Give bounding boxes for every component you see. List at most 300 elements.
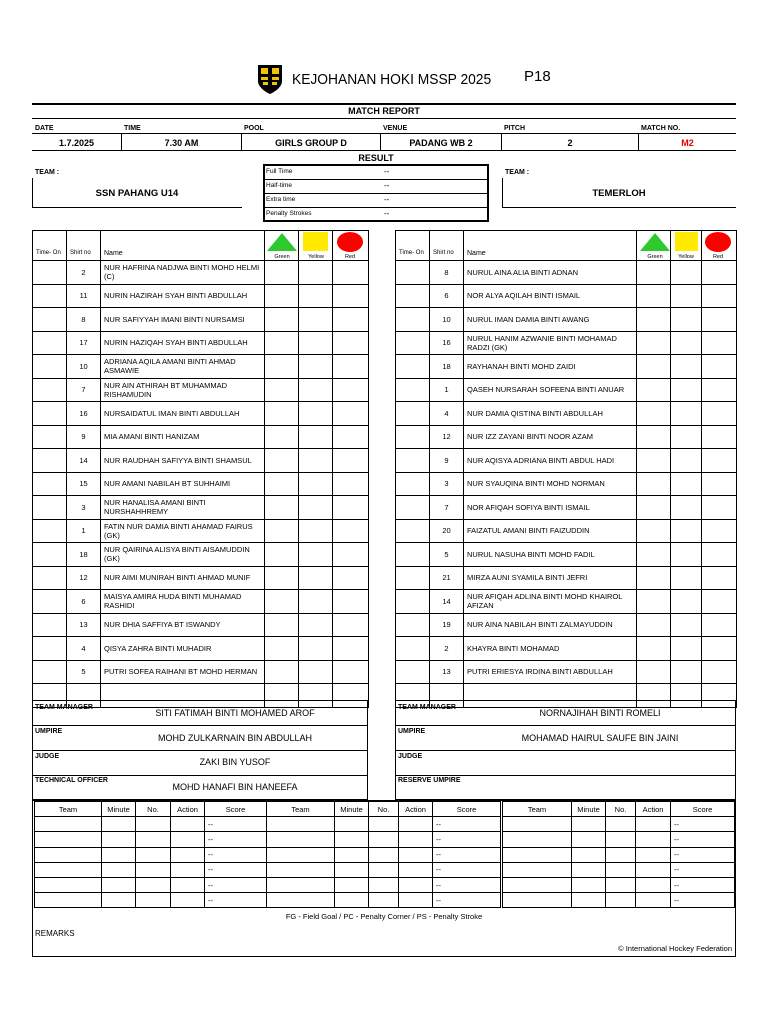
venue-label: VENUE [383, 125, 408, 132]
score-header-cell: Minute [102, 802, 136, 817]
score-entry-cell [572, 817, 606, 832]
shirt-no-cell: 16 [430, 331, 464, 355]
yellow-card-cell [671, 261, 702, 285]
technical-officer-value: MOHD HANAFI BIN HANEEFA [172, 782, 298, 792]
player-row [33, 425, 369, 449]
yellow-label: Yellow [678, 254, 694, 260]
green-card-cell [265, 378, 299, 402]
divider [32, 775, 368, 776]
shirt-no-cell: 3 [67, 496, 101, 520]
name-header: Name [101, 231, 265, 261]
score-row [267, 832, 501, 847]
player-name-cell: QASEH NURSARAH SOFEENA BINTI ANUAR [464, 378, 637, 402]
yellow-card-cell [299, 308, 333, 332]
score-header-row [35, 802, 267, 817]
score-header-cell: No. [136, 802, 171, 817]
time-on-header: Time- On [396, 231, 430, 261]
player-name-cell: QISYA ZAHRA BINTI MUHADIR [101, 637, 265, 661]
score-entry-cell [503, 817, 572, 832]
score-entry-cell [606, 877, 636, 892]
score-row [35, 832, 267, 847]
match-no-value: M2 [681, 138, 694, 148]
player-name-cell: NUR AMANI NABILAH BT SUHHAIMI [101, 472, 265, 496]
player-name-cell: NURUL HANIM AZWANIE BINTI MOHAMAD RADZI (GK) [464, 331, 637, 355]
time-on-cell [396, 637, 430, 661]
score-row [35, 893, 267, 908]
score-header-row [503, 802, 735, 817]
time-on-cell [33, 590, 67, 614]
score-entry-cell [136, 877, 171, 892]
shirt-no-cell: 8 [67, 308, 101, 332]
score-entry-cell [636, 862, 671, 877]
player-row [33, 566, 369, 590]
time-on-cell [33, 519, 67, 543]
yellow-card-cell [299, 261, 333, 285]
umpire-label: UMPIRE [398, 728, 426, 735]
player-name-cell: NURIN HAZIRAH SYAH BINTI ABDULLAH [101, 284, 265, 308]
red-card-cell [333, 613, 369, 637]
score-entry-cell [171, 862, 205, 877]
red-card-cell [702, 613, 737, 637]
yellow-card-cell [299, 543, 333, 567]
score-row [35, 847, 267, 862]
team-manager-label: TEAM MANAGER [35, 704, 93, 711]
yellow-card-cell [671, 449, 702, 473]
player-name-cell: KHAYRA BINTI MOHAMAD [464, 637, 637, 661]
player-name-cell: NURSAIDATUL IMAN BINTI ABDULLAH [101, 402, 265, 426]
green-card-cell [265, 449, 299, 473]
score-entry-cell [136, 862, 171, 877]
yellow-card-cell [299, 449, 333, 473]
yellow-card-cell [299, 496, 333, 520]
score-entry-cell [606, 893, 636, 908]
shirt-no-cell: 4 [430, 402, 464, 426]
divider [32, 750, 368, 751]
yellow-card-cell [299, 637, 333, 661]
yellow-card-cell [299, 284, 333, 308]
score-cell: -- [205, 847, 267, 862]
score-table [34, 801, 267, 908]
green-card-cell [265, 660, 299, 684]
yellow-card-cell [671, 331, 702, 355]
score-cell: -- [433, 847, 501, 862]
shirt-no-cell: 7 [67, 378, 101, 402]
player-row [33, 660, 369, 684]
score-entry-cell [171, 893, 205, 908]
result-label: Penalty Strokes [266, 210, 312, 217]
green-card-cell [637, 425, 671, 449]
red-card-cell [333, 331, 369, 355]
player-row [33, 378, 369, 402]
score-entry-cell [369, 877, 399, 892]
player-row [396, 496, 737, 520]
player-table-left [32, 230, 369, 708]
player-row [33, 543, 369, 567]
red-card-cell [702, 566, 737, 590]
score-entry-cell [136, 817, 171, 832]
score-row [267, 817, 501, 832]
divider [395, 725, 736, 726]
score-entry-cell [503, 847, 572, 862]
umpire-value: MOHAMAD HAIRUL SAUFE BIN JAINI [521, 733, 679, 743]
shirt-no-cell: 2 [67, 261, 101, 285]
score-cell: -- [671, 817, 735, 832]
score-entry-cell [35, 877, 102, 892]
green-card-cell [265, 425, 299, 449]
legend-text: FG - Field Goal / PC - Penalty Corner / PS - Penalty Stroke [285, 912, 483, 921]
yellow-card-cell [671, 660, 702, 684]
time-on-cell [396, 472, 430, 496]
green-card-cell [265, 590, 299, 614]
score-entry-cell [636, 817, 671, 832]
green-card-cell [637, 566, 671, 590]
score-cell: -- [433, 817, 501, 832]
score-entry-cell [267, 832, 335, 847]
player-row [396, 449, 737, 473]
score-cell: -- [433, 893, 501, 908]
time-on-cell [396, 261, 430, 285]
score-entry-cell [335, 877, 369, 892]
shirt-no-cell: 13 [430, 660, 464, 684]
red-card-cell [702, 284, 737, 308]
divider [32, 103, 736, 105]
time-on-cell [396, 284, 430, 308]
date-label: DATE [35, 125, 54, 132]
name-header: Name [464, 231, 637, 261]
player-name-cell: MAISYA AMIRA HUDA BINTI MUHAMAD RASHIDI [101, 590, 265, 614]
pitch-label: PITCH [504, 125, 525, 132]
yellow-label: Yellow [308, 254, 324, 260]
green-card-cell [637, 284, 671, 308]
yellow-card-cell [299, 590, 333, 614]
judge-label: JUDGE [35, 753, 60, 760]
shirt-no-cell: 21 [430, 566, 464, 590]
green-card-cell [265, 472, 299, 496]
time-on-cell [396, 590, 430, 614]
score-cell: -- [433, 862, 501, 877]
green-card-cell [637, 496, 671, 520]
shirt-no-header: Shirt no [430, 231, 464, 261]
score-entry-cell [335, 893, 369, 908]
score-entry-cell [267, 862, 335, 877]
yellow-card-cell [671, 308, 702, 332]
green-card-cell [265, 261, 299, 285]
score-cell: -- [671, 877, 735, 892]
pool-value: GIRLS GROUP D [275, 138, 347, 148]
yellow-card-cell [671, 378, 702, 402]
red-card-cell [702, 425, 737, 449]
green-card-cell [265, 355, 299, 379]
yellow-card-cell [671, 613, 702, 637]
score-entry-cell [102, 893, 136, 908]
shirt-no-cell: 13 [67, 613, 101, 637]
team-label-right: TEAM : [505, 169, 530, 176]
score-entry-cell [572, 877, 606, 892]
score-row [503, 877, 735, 892]
score-entry-cell [369, 893, 399, 908]
score-entry-cell [636, 893, 671, 908]
score-entry-cell [399, 877, 433, 892]
player-row [396, 543, 737, 567]
score-header-cell: Action [399, 802, 433, 817]
red-card-cell [333, 543, 369, 567]
player-name-cell: NUR AIN ATHIRAH BT MUHAMMAD RISHAMUDIN [101, 378, 265, 402]
time-on-cell [33, 402, 67, 426]
yellow-card-cell [671, 496, 702, 520]
team-name-right: TEMERLOH [592, 188, 646, 199]
score-entry-cell [369, 862, 399, 877]
score-header-cell: Score [205, 802, 267, 817]
yellow-card-cell [299, 519, 333, 543]
score-entry-cell [572, 847, 606, 862]
red-card-cell [333, 637, 369, 661]
time-on-cell [396, 425, 430, 449]
green-label: Green [647, 254, 663, 260]
player-name-cell: MIA AMANI BINTI HANIZAM [101, 425, 265, 449]
yellow-card-cell [671, 284, 702, 308]
score-row [267, 847, 501, 862]
yellow-card-cell [671, 355, 702, 379]
score-entry-cell [606, 862, 636, 877]
score-cell: -- [205, 817, 267, 832]
result-value: -- [384, 181, 390, 190]
red-card-cell [333, 402, 369, 426]
score-cell: -- [671, 832, 735, 847]
player-row [396, 660, 737, 684]
red-label: Red [344, 254, 356, 260]
score-entry-cell [102, 877, 136, 892]
green-card-cell [637, 378, 671, 402]
score-entry-cell [606, 832, 636, 847]
player-name-cell: PUTRI SOFEA RAIHANI BT MOHD HERMAN [101, 660, 265, 684]
score-entry-cell [335, 817, 369, 832]
player-row [33, 261, 369, 285]
score-entry-cell [35, 832, 102, 847]
red-card-cell [333, 284, 369, 308]
red-card-cell [333, 308, 369, 332]
report-header [256, 62, 508, 96]
red-card-icon [705, 232, 731, 252]
score-entry-cell [35, 817, 102, 832]
score-entry-cell [267, 847, 335, 862]
player-name-cell: NURUL NASUHA BINTI MOHD FADIL [464, 543, 637, 567]
player-row [396, 590, 737, 614]
shirt-no-cell: 8 [430, 261, 464, 285]
player-name-cell: NUR AQISYA ADRIANA BINTI ABDUL HADI [464, 449, 637, 473]
green-label: Green [274, 254, 290, 260]
time-on-cell [396, 308, 430, 332]
score-header-cell: Team [267, 802, 335, 817]
score-row [35, 817, 267, 832]
score-entry-cell [35, 893, 102, 908]
score-row [267, 877, 501, 892]
time-on-cell [396, 496, 430, 520]
shirt-no-cell: 6 [67, 590, 101, 614]
time-on-cell [33, 308, 67, 332]
score-cell: -- [205, 877, 267, 892]
score-entry-cell [636, 877, 671, 892]
time-value: 7.30 AM [164, 138, 199, 148]
pitch-value: 2 [567, 138, 573, 148]
shirt-no-cell: 18 [67, 543, 101, 567]
time-on-cell [33, 472, 67, 496]
player-name-cell: NURUL IMAN DAMIA BINTI AWANG [464, 308, 637, 332]
divider [395, 775, 736, 776]
time-on-cell [33, 355, 67, 379]
score-header-cell: Action [636, 802, 671, 817]
shirt-no-cell: 5 [430, 543, 464, 567]
crest-logo [256, 63, 284, 95]
score-entry-cell [399, 832, 433, 847]
score-entry-cell [399, 847, 433, 862]
shirt-no-cell: 17 [67, 331, 101, 355]
result-row [264, 208, 488, 222]
score-cell: -- [205, 832, 267, 847]
score-cell: -- [205, 893, 267, 908]
score-entry-cell [136, 832, 171, 847]
score-row [35, 862, 267, 877]
time-on-cell [396, 402, 430, 426]
shirt-no-header: Shirt no [67, 231, 101, 261]
red-card-cell [333, 660, 369, 684]
player-row [33, 449, 369, 473]
red-card-cell [702, 355, 737, 379]
player-row [33, 402, 369, 426]
player-name-cell: NURUL AINA ALIA BINTI ADNAN [464, 261, 637, 285]
category-code: P18 [524, 68, 551, 85]
time-label: TIME [124, 125, 141, 132]
red-card-cell [333, 496, 369, 520]
score-header-cell: Minute [335, 802, 369, 817]
red-card-cell [702, 261, 737, 285]
judge-value: ZAKI BIN YUSOF [199, 757, 271, 767]
date-value: 1.7.2025 [58, 138, 95, 148]
green-card-cell [637, 590, 671, 614]
score-cell: -- [671, 847, 735, 862]
score-entry-cell [369, 847, 399, 862]
player-row [33, 590, 369, 614]
player-name-cell: NOR ALYA AQILAH BINTI ISMAIL [464, 284, 637, 308]
red-card-cell [702, 519, 737, 543]
red-card-cell [333, 449, 369, 473]
red-card-cell [333, 425, 369, 449]
divider [32, 118, 736, 119]
green-card-cell [637, 543, 671, 567]
player-row [396, 308, 737, 332]
result-value: -- [384, 209, 390, 218]
score-entry-cell [369, 832, 399, 847]
score-row [267, 862, 501, 877]
time-on-cell [396, 449, 430, 473]
score-row [503, 847, 735, 862]
time-on-cell [396, 378, 430, 402]
green-card-icon [639, 232, 671, 252]
score-row [503, 832, 735, 847]
score-entry-cell [636, 832, 671, 847]
match-report-title: MATCH REPORT [348, 106, 420, 116]
team-manager-value: NORNAJIHAH BINTI ROMELI [539, 708, 661, 718]
score-entry-cell [171, 832, 205, 847]
player-row [396, 472, 737, 496]
score-entry-cell [102, 832, 136, 847]
score-entry-cell [102, 847, 136, 862]
red-card-cell [333, 355, 369, 379]
yellow-card-cell [671, 566, 702, 590]
red-card-cell [702, 472, 737, 496]
red-card-cell [702, 308, 737, 332]
score-entry-cell [35, 847, 102, 862]
team-manager-value: SITI FATIMAH BINTI MOHAMED AROF [155, 708, 315, 718]
time-on-cell [396, 566, 430, 590]
yellow-card-cell [299, 566, 333, 590]
shirt-no-cell: 11 [67, 284, 101, 308]
score-header-cell: No. [606, 802, 636, 817]
red-card-cell [702, 378, 737, 402]
player-row [396, 402, 737, 426]
player-row [33, 331, 369, 355]
copyright-text: © International Hockey Federation [618, 944, 732, 953]
score-entry-cell [136, 893, 171, 908]
player-name-cell: NURIN HAZIQAH SYAH BINTI ABDULLAH [101, 331, 265, 355]
red-card-cell [702, 449, 737, 473]
divider [32, 725, 368, 726]
shirt-no-cell: 18 [430, 355, 464, 379]
player-name-cell: PUTRI ERIESYA IRDINA BINTI ABDULLAH [464, 660, 637, 684]
green-card-cell [637, 308, 671, 332]
score-entry-cell [267, 893, 335, 908]
green-card-cell [637, 449, 671, 473]
tournament-title: KEJOHANAN HOKI MSSP 2025 [292, 70, 492, 88]
player-name-cell: NUR SAFIYYAH IMANI BINTI NURSAMSI [101, 308, 265, 332]
player-row [33, 308, 369, 332]
score-row [267, 893, 501, 908]
red-card-icon [337, 232, 363, 252]
technical-officer-label: TECHNICAL OFFICER [35, 777, 108, 784]
shirt-no-cell: 7 [430, 496, 464, 520]
green-card-cell [265, 613, 299, 637]
score-cell: -- [433, 832, 501, 847]
yellow-card-cell [299, 331, 333, 355]
green-card-cell [265, 284, 299, 308]
yellow-card-cell [671, 637, 702, 661]
yellow-card-cell [299, 355, 333, 379]
green-card-cell [637, 660, 671, 684]
time-on-cell [33, 284, 67, 308]
yellow-card-icon [675, 232, 698, 251]
red-card-cell [702, 637, 737, 661]
result-value: -- [384, 195, 390, 204]
shirt-no-cell: 14 [67, 449, 101, 473]
green-card-cell [265, 496, 299, 520]
yellow-card-cell [299, 378, 333, 402]
result-heading: RESULT [358, 153, 394, 163]
time-on-cell [33, 637, 67, 661]
yellow-card-cell [671, 590, 702, 614]
player-name-cell: NUR QAIRINA ALISYA BINTI AISAMUDDIN (GK) [101, 543, 265, 567]
umpire-value: MOHD ZULKARNAIN BIN ABDULLAH [157, 733, 313, 743]
shirt-no-cell: 15 [67, 472, 101, 496]
score-entry-cell [636, 847, 671, 862]
shirt-no-cell: 4 [67, 637, 101, 661]
time-on-cell [396, 331, 430, 355]
result-label: Extra time [266, 196, 296, 203]
player-name-cell: ADRIANA AQILA AMANI BINTI AHMAD ASMAWIE [101, 355, 265, 379]
shirt-no-cell: 6 [430, 284, 464, 308]
red-card-cell [702, 496, 737, 520]
reserve-umpire-label: RESERVE UMPIRE [398, 777, 461, 784]
player-name-cell: NOR AFIQAH SOFIYA BINTI ISMAIL [464, 496, 637, 520]
shirt-no-cell: 20 [430, 519, 464, 543]
